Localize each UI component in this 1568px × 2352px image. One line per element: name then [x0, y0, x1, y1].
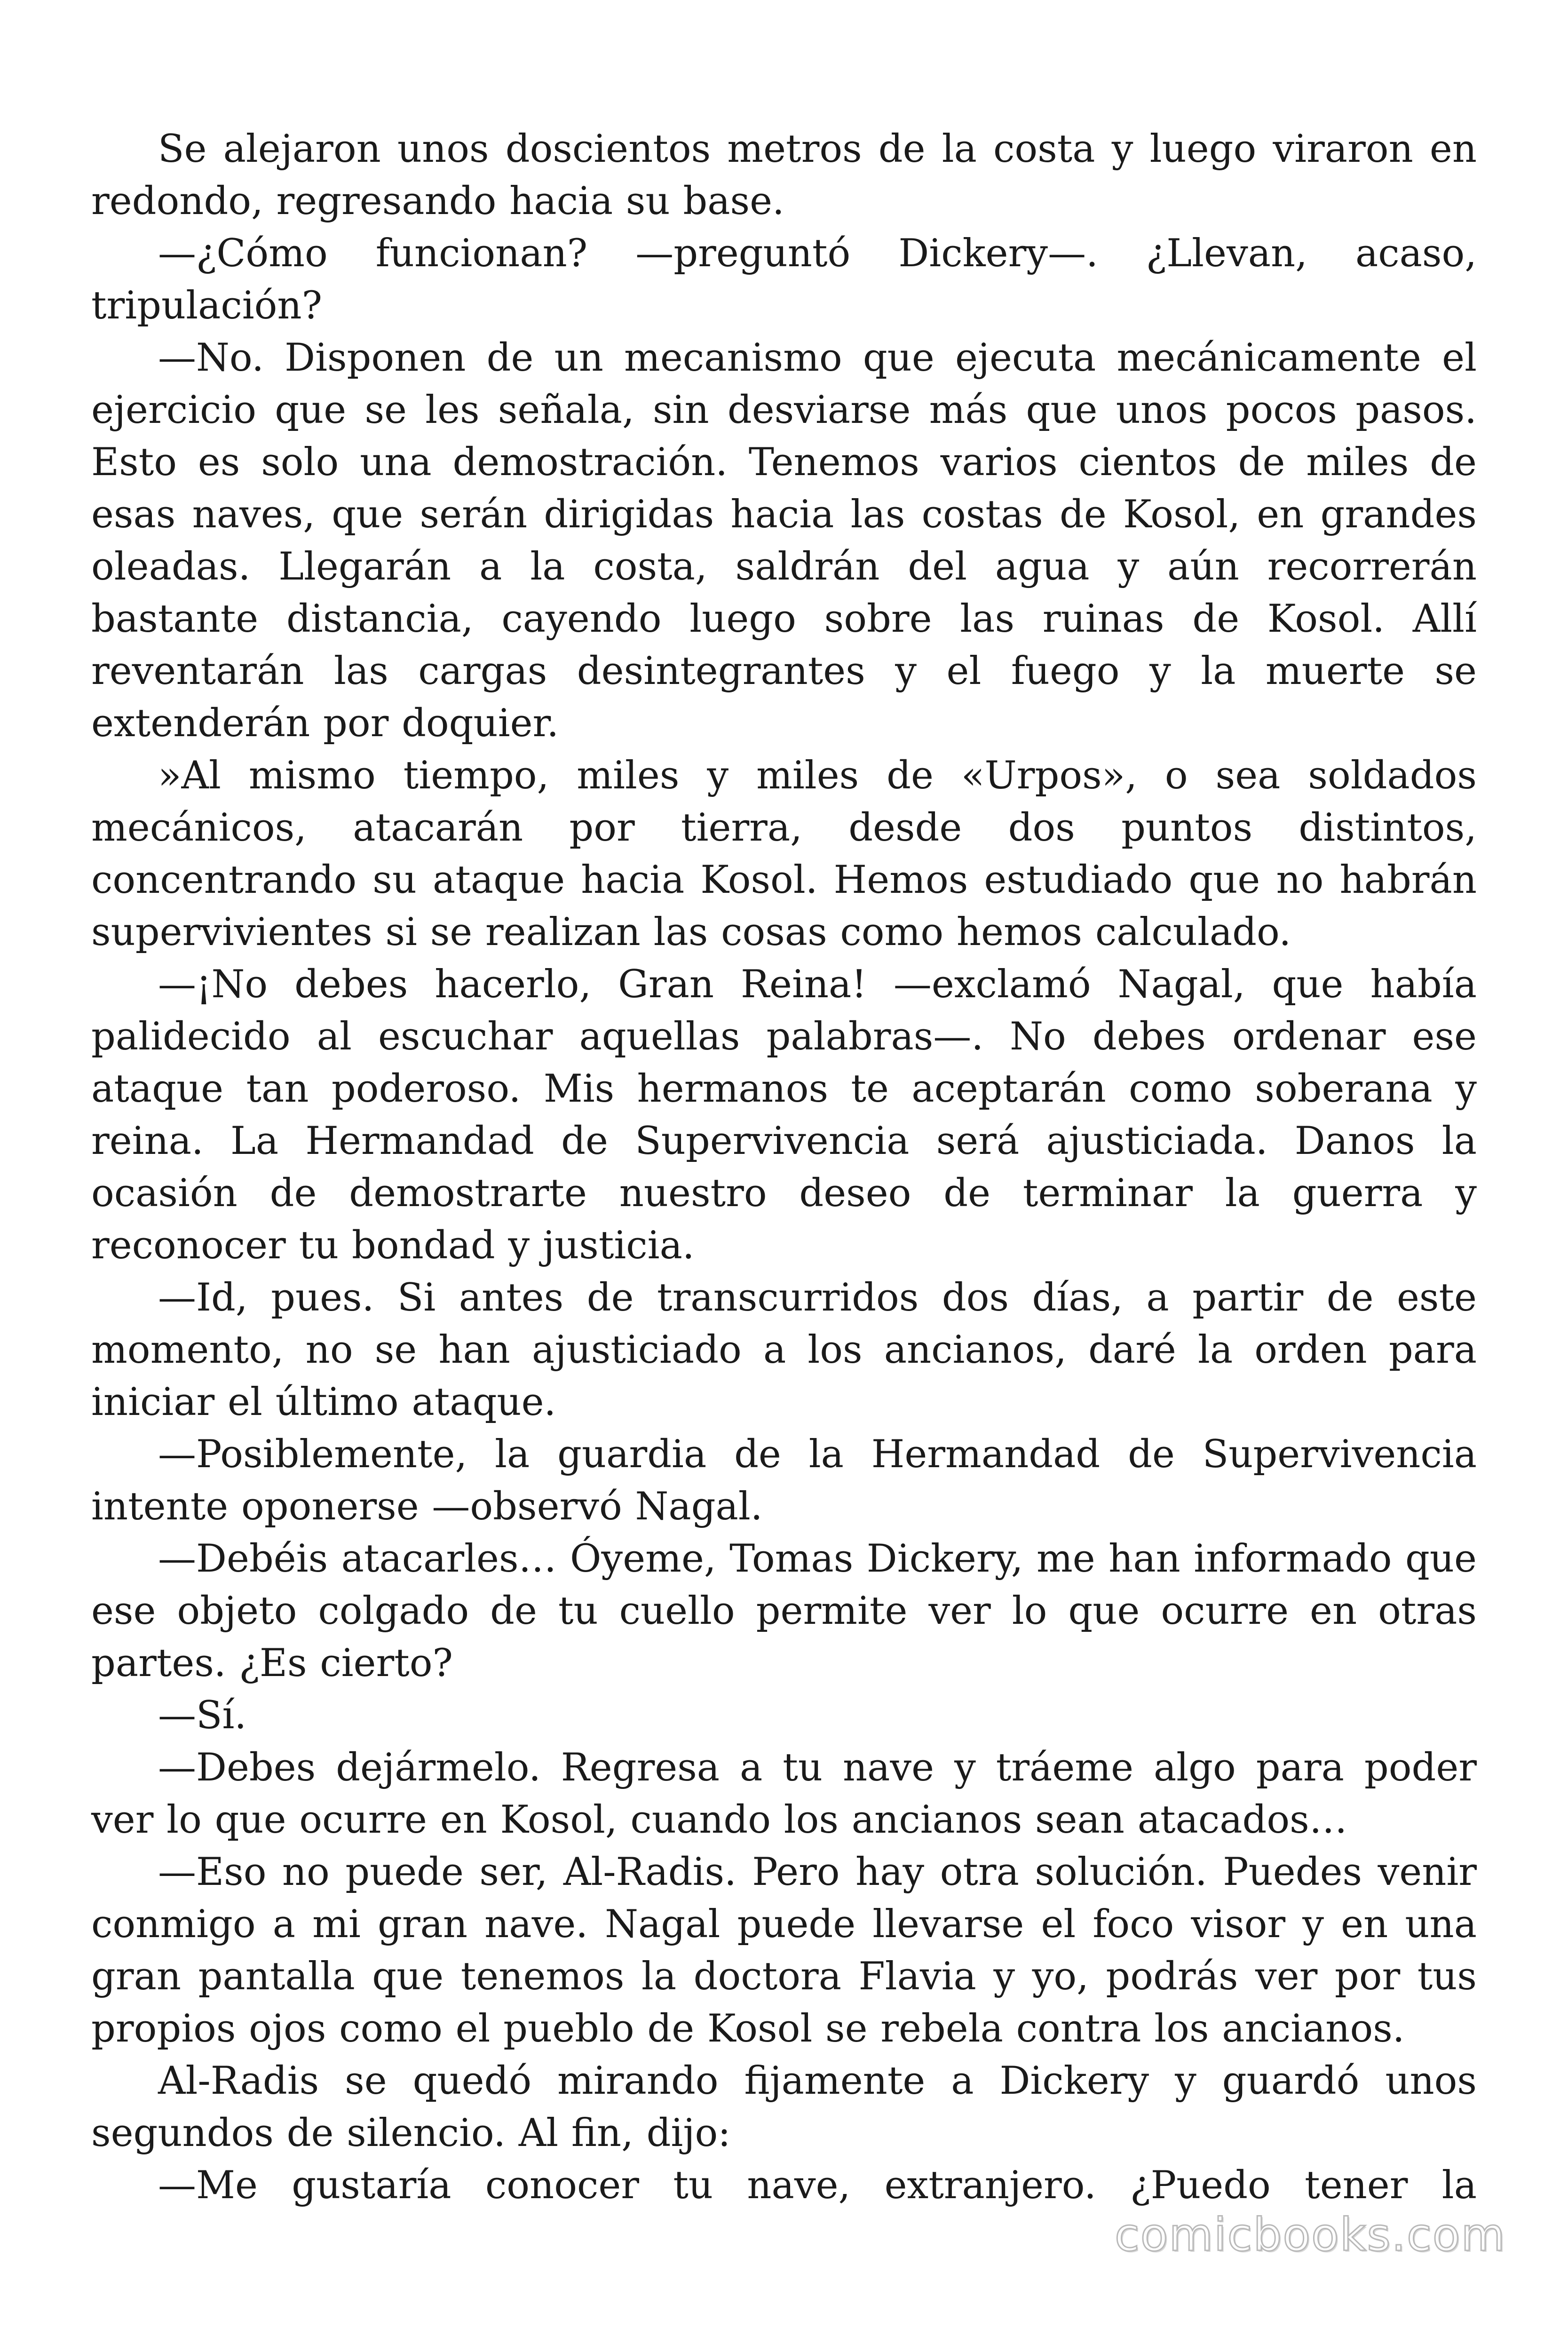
paragraph: —Debes dejármelo. Regresa a tu nave y tráeme algo para poder ver lo que ocurre en Kosol, cuando los ancianos sean atacados… [91, 1746, 1477, 1842]
paragraph: —Eso no puede ser, Al-Radis. Pero hay otra solución. Puedes venir conmigo a mi gran nave. Nagal puede llevarse el foco visor y en una gran pantalla que tenemos la doctora Flavia y yo, podrás ver por tus propios ojos como el pueblo de Kosol se rebela contra los ancianos. [91, 1850, 1477, 2051]
paragraph: —Id, pues. Si antes de transcurridos dos días, a partir de este momento, no se han ajusticiado a los ancianos, daré la orden para iniciar el último ataque. [91, 1276, 1477, 1424]
book-page-text [91, 123, 1477, 2212]
paragraph: Se alejaron unos doscientos metros de la costa y luego viraron en redondo, regresando hacia su base. [91, 127, 1477, 223]
paragraph: »Al mismo tiempo, miles y miles de «Urpos», o sea soldados mecánicos, atacarán por tierra, desde dos puntos distintos, concentrando su ataque hacia Kosol. Hemos estudiado que no habrán supervivientes si se realizan las cosas como hemos calculado. [91, 754, 1477, 954]
paragraph-continued: —Me gustaría conocer tu nave, extranjero. ¿Puedo tener la [158, 2163, 1477, 2208]
paragraph: —Debéis atacarles… Óyeme, Tomas Dickery, me han informado que ese objeto colgado de tu cuello permite ver lo que ocurre en otras partes. ¿Es cierto? [91, 1537, 1477, 1685]
watermark-logo: comicbooks.com [1114, 2209, 1506, 2261]
paragraph: Al-Radis se quedó mirando fijamente a Dickery y guardó unos segundos de silencio. Al fin, dijo: [91, 2059, 1477, 2155]
paragraph: —¡No debes hacerlo, Gran Reina! —exclamó Nagal, que había palidecido al escuchar aquellas palabras—. No debes ordenar ese ataque tan poderoso. Mis hermanos te aceptarán como soberana y reina. La Hermandad de Supervivencia será ajusticiada. Danos la ocasión de demostrarte nuestro deseo de terminar la guerra y reconocer tu bondad y justicia. [91, 962, 1477, 1268]
paragraph: —Sí. [158, 1693, 247, 1738]
paragraph: —¿Cómo funcionan? —preguntó Dickery—. ¿Llevan, acaso, tripulación? [91, 231, 1477, 328]
paragraph: —No. Disponen de un mecanismo que ejecuta mecánicamente el ejercicio que se les señala, sin desviarse más que unos pocos pasos. Esto es solo una demostración. Tenemos varios cientos de miles de esas naves, que serán dirigidas hacia las costas de Kosol, en grandes oleadas. Llegarán a la costa, saldrán del agua y aún recorrerán bastante distancia, cayendo luego sobre las ruinas de Kosol. Allí reventarán las cargas desintegrantes y el fuego y la muerte se extenderán por doquier. [91, 336, 1477, 746]
paragraph: —Posiblemente, la guardia de la Hermandad de Supervivencia intente oponerse —observó Nagal. [91, 1432, 1477, 1529]
